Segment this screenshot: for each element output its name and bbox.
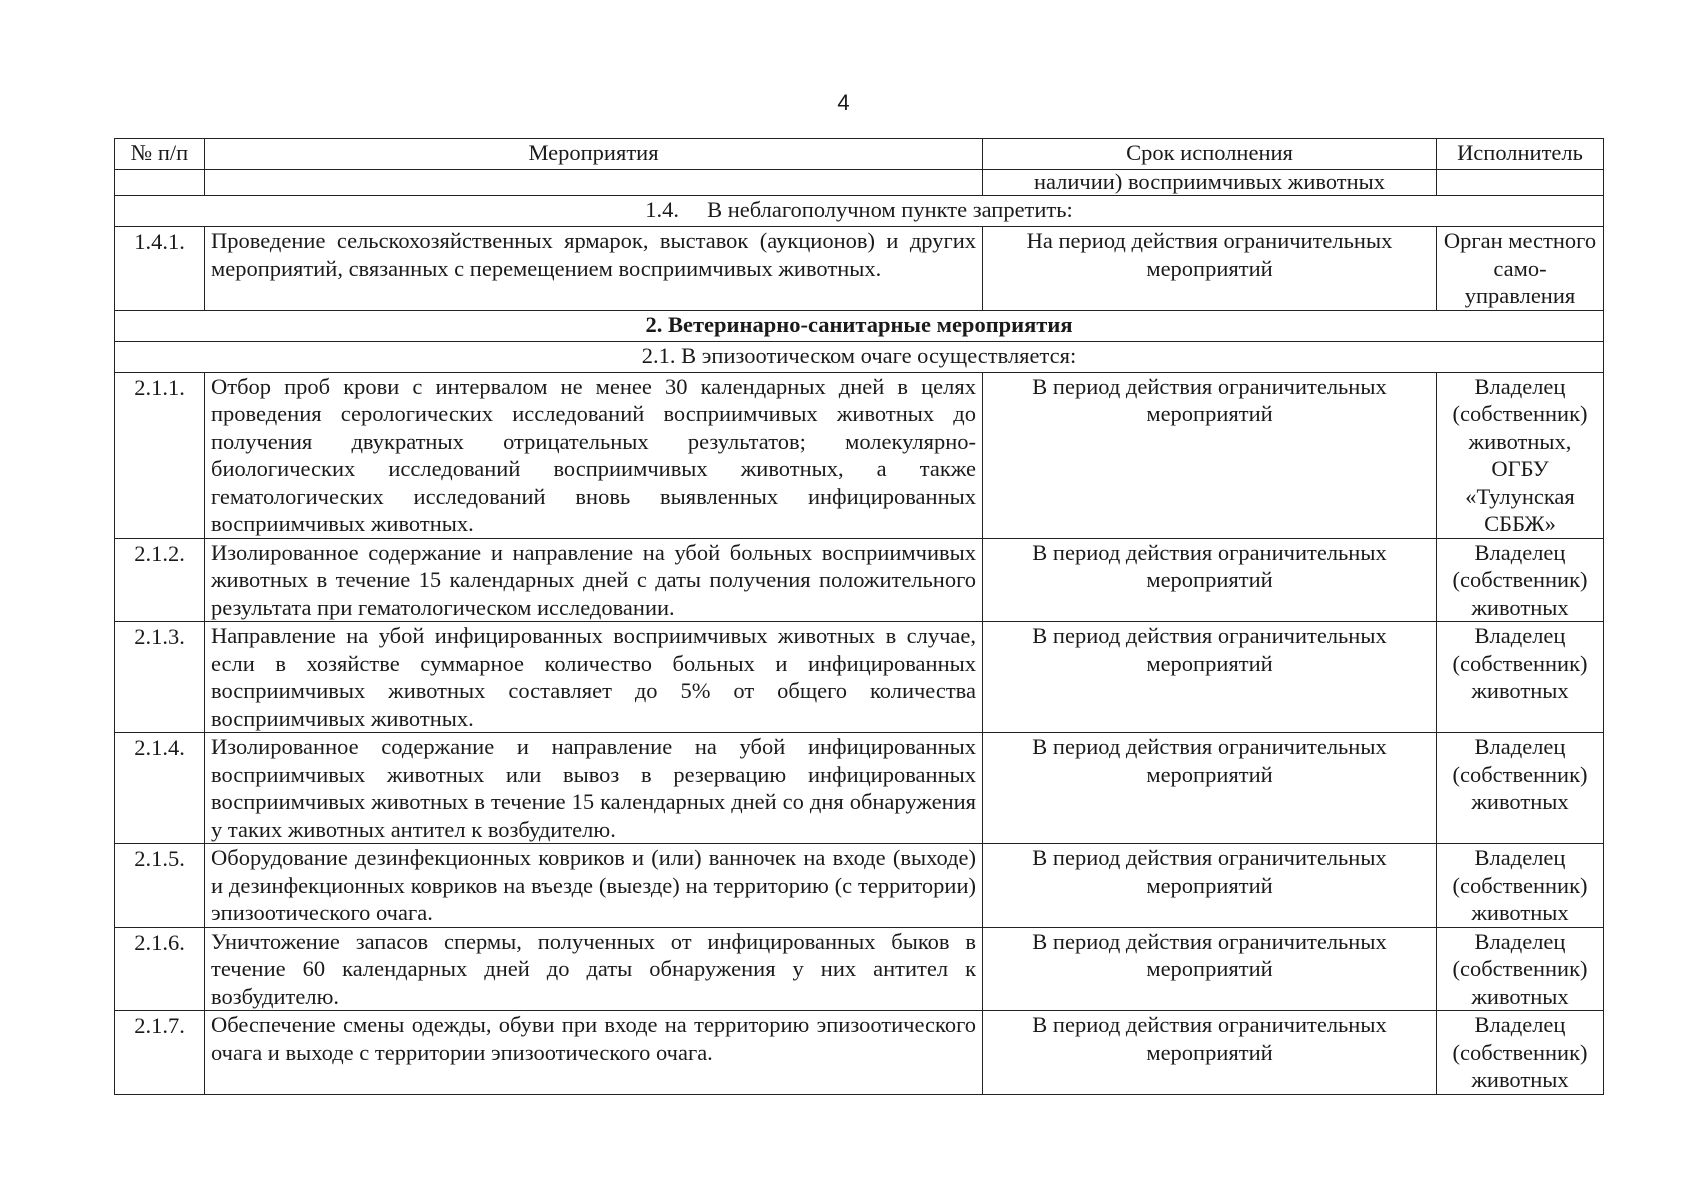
row-executor: Владелец (собственник) животных, ОГБУ «Тулунская СББЖ» bbox=[1437, 372, 1604, 538]
row-executor: Владелец (собственник) животных bbox=[1437, 844, 1604, 928]
row-executor: Владелец (собственник) животных bbox=[1437, 622, 1604, 733]
row-term: В период действия ограничительных мероприятий bbox=[983, 1011, 1437, 1095]
section-row-2 bbox=[115, 310, 1604, 341]
row-term: В период действия ограничительных мероприятий bbox=[983, 538, 1437, 622]
row-number: 2.1.5. bbox=[115, 844, 205, 928]
row-term: В период действия ограничительных мероприятий bbox=[983, 927, 1437, 1011]
row-activity: Направление на убой инфицированных восприимчивых животных в случае, если в хозяйстве суммарное количество больных и инфицированных восприимчивых животных составляет до 5% от общего количества восприимчивых животных. bbox=[205, 622, 983, 733]
section-row-2-1 bbox=[115, 341, 1604, 372]
table-row bbox=[115, 733, 1604, 844]
row-activity: Уничтожение запасов спермы, полученных от инфицированных быков в течение 60 календарных дней до даты обнаружения у них антител к возбудителю. bbox=[205, 927, 983, 1011]
page-number: 4 bbox=[837, 90, 850, 115]
row-executor: Владелец (собственник) животных bbox=[1437, 538, 1604, 622]
row-activity: Изолированное содержание и направление на убой больных восприимчивых животных в течение 15 календарных дней с даты получения положительного результата при гематологическом исследовании. bbox=[205, 538, 983, 622]
measures-table bbox=[114, 138, 1604, 1095]
section-heading-1-4: 1.4. В неблагополучном пункте запретить: bbox=[115, 196, 1604, 227]
row-activity: Отбор проб крови с интервалом не менее 30 календарных дней в целях проведения серологических исследований восприимчивых животных до получения двукратных отрицательных результатов; молекулярно-биологических исследований восприимчивых животных, а также гематологических исследований вновь выявленных инфицированных восприимчивых животных. bbox=[205, 372, 983, 538]
continuation-num bbox=[115, 170, 205, 196]
table-row bbox=[115, 538, 1604, 622]
section-heading-2-1: 2.1. В эпизоотическом очаге осуществляется: bbox=[115, 341, 1604, 372]
row-number: 2.1.2. bbox=[115, 538, 205, 622]
table-row bbox=[115, 227, 1604, 311]
row-number: 1.4.1. bbox=[115, 227, 205, 311]
row-activity: Оборудование дезинфекционных ковриков и (или) ванночек на входе (выходе) и дезинфекционных ковриков на въезде (выезде) на территорию (с территории) эпизоотического очага. bbox=[205, 844, 983, 928]
table-row bbox=[115, 844, 1604, 928]
row-number: 2.1.1. bbox=[115, 372, 205, 538]
continuation-row bbox=[115, 170, 1604, 196]
header-num: № п/п bbox=[115, 139, 205, 170]
row-term: На период действия ограничительных мероприятий bbox=[983, 227, 1437, 311]
continuation-term: наличии) восприимчивых животных bbox=[983, 170, 1437, 196]
table-header-row bbox=[115, 139, 1604, 170]
row-term: В период действия ограничительных мероприятий bbox=[983, 622, 1437, 733]
row-number: 2.1.3. bbox=[115, 622, 205, 733]
row-term: В период действия ограничительных мероприятий bbox=[983, 844, 1437, 928]
table-row bbox=[115, 372, 1604, 538]
row-executor: Владелец (собственник) животных bbox=[1437, 927, 1604, 1011]
rows-group-2-1 bbox=[115, 372, 1604, 1094]
section-row-1-4 bbox=[115, 196, 1604, 227]
row-number: 2.1.6. bbox=[115, 927, 205, 1011]
row-term: В период действия ограничительных мероприятий bbox=[983, 733, 1437, 844]
table-row bbox=[115, 1011, 1604, 1095]
row-executor: Владелец (собственник) животных bbox=[1437, 1011, 1604, 1095]
table-row bbox=[115, 622, 1604, 733]
continuation-executor bbox=[1437, 170, 1604, 196]
section-heading-2: 2. Ветеринарно-санитарные мероприятия bbox=[115, 310, 1604, 341]
row-activity: Изолированное содержание и направление на убой инфицированных восприимчивых животных или вывоз в резервацию инфицированных восприимчивых животных в течение 15 календарных дней со дня обнаружения у таких животных антител к возбудителю. bbox=[205, 733, 983, 844]
row-number: 2.1.4. bbox=[115, 733, 205, 844]
table-row bbox=[115, 927, 1604, 1011]
row-executor: Владелец (собственник) животных bbox=[1437, 733, 1604, 844]
header-term: Срок исполнения bbox=[983, 139, 1437, 170]
header-activity: Мероприятия bbox=[205, 139, 983, 170]
row-activity: Проведение сельскохозяйственных ярмарок, выставок (аукционов) и других мероприятий, связанных с перемещением восприимчивых животных. bbox=[205, 227, 983, 311]
header-executor: Исполнитель bbox=[1437, 139, 1604, 170]
row-number: 2.1.7. bbox=[115, 1011, 205, 1095]
rows-group-1-4 bbox=[115, 227, 1604, 311]
row-activity: Обеспечение смены одежды, обуви при входе на территорию эпизоотического очага и выходе с территории эпизоотического очага. bbox=[205, 1011, 983, 1095]
continuation-activity bbox=[205, 170, 983, 196]
row-term: В период действия ограничительных мероприятий bbox=[983, 372, 1437, 538]
row-executor: Орган местного само-управления bbox=[1437, 227, 1604, 311]
